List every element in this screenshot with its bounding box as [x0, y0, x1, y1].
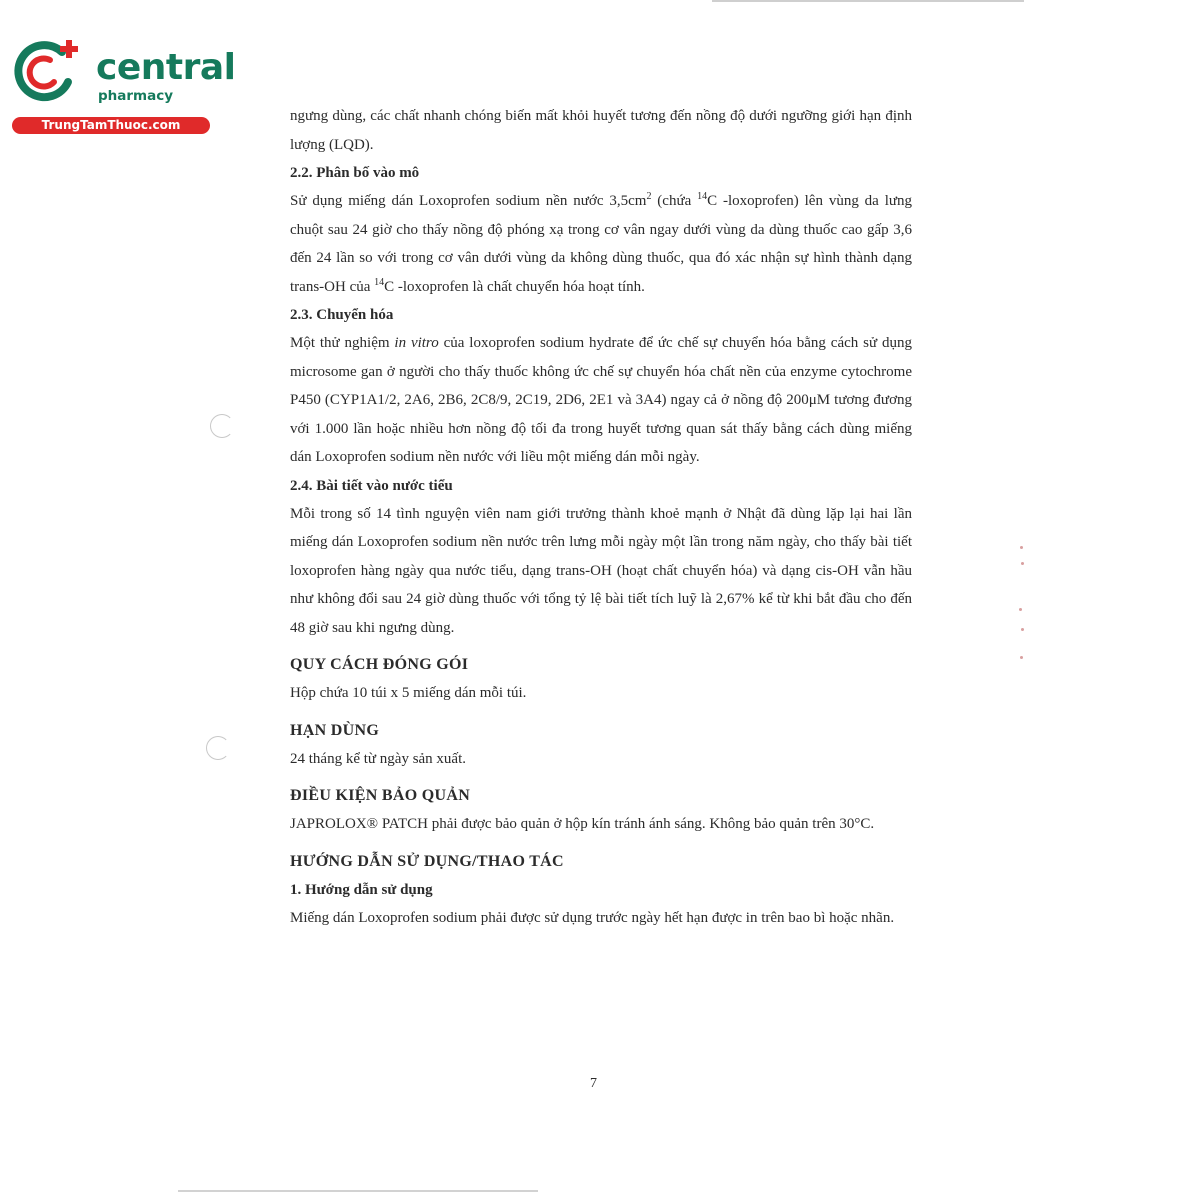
storage-heading: ĐIỀU KIỆN BẢO QUẢN [290, 787, 471, 804]
punch-hole-mark [210, 414, 234, 438]
scan-edge-bottom [178, 1190, 538, 1192]
document-body [290, 102, 912, 932]
intro-paragraph: ngưng dùng, các chất nhanh chóng biến mất khỏi huyết tương đến nồng độ dưới ngưỡng giới hạn định lượng (LQD). [290, 108, 912, 153]
scan-edge-top [712, 0, 1024, 2]
section-2-2-heading: 2.2. Phân bố vào mô [290, 165, 420, 181]
section-2-4-paragraph: Mỗi trong số 14 tình nguyện viên nam giới trưởng thành khoẻ mạnh ở Nhật đã dùng lặp lại hai lần miếng dán Loxoprofen sodium nền nước trên lưng mỗi ngày một lần trong năm ngày, cho thấy bài tiết loxoprofen hàng ngày qua nước tiểu, dạng trans-OH (hoạt chất chuyển hóa) và dạng cis-OH vẫn hầu như không đổi sau 24 giờ dùng thuốc với tổng tỷ lệ bài tiết tích luỹ là 2,67% kể từ khi bắt đầu cho đến 48 giờ sau khi ngưng dùng. [290, 505, 912, 636]
pharmacy-cross-icon [10, 38, 82, 104]
central-pharmacy-logo[interactable] [10, 38, 236, 136]
section-2-4-heading: 2.4. Bài tiết vào nước tiểu [290, 477, 453, 494]
expiry-text: 24 tháng kể từ ngày sản xuất. [290, 750, 467, 767]
section-2-3-heading: 2.3. Chuyển hóa [290, 307, 394, 323]
usage-text: Miếng dán Loxoprofen sodium phải được sử dụng trước ngày hết hạn được in trên bao bì hoặc nhãn. [290, 909, 895, 926]
page-number: 7 [590, 1076, 597, 1091]
scan-speck [1021, 628, 1024, 631]
scan-speck [1019, 608, 1022, 611]
logo-website-banner[interactable]: TrungTamThuoc.com [12, 117, 210, 134]
packaging-heading: QUY CÁCH ĐÓNG GÓI [290, 656, 469, 673]
usage-subheading: 1. Hướng dẫn sử dụng [290, 881, 433, 898]
section-2-2-paragraph: Sử dụng miếng dán Loxoprofen sodium nền nước $3,5cm^2$ (chứa $^{14}$C -loxoprofen) lên vùng da lưng chuột sau 24 giờ cho thấy nồng độ phóng xạ trong cơ vân ngay dưới vùng da dùng thuốc cao gấp 3,6 đến 24 lần so với trong cơ vân dưới vùng da không dùng thuốc, qua đó xác nhận sự hình thành dạng trans-OH của $^{14}$C -loxoprofen là chất chuyển hóa hoạt tính. [290, 191, 912, 295]
logo-subtitle: pharmacy [98, 88, 174, 104]
storage-text: JAPROLOX® PATCH phải được bảo quản ở hộp kín tránh ánh sáng. Không bảo quản trên 30°C. [290, 816, 875, 832]
scan-speck [1020, 656, 1023, 659]
punch-hole-mark [206, 736, 230, 760]
packaging-text: Hộp chứa 10 túi x 5 miếng dán mỗi túi. [290, 685, 527, 701]
scan-speck [1020, 546, 1023, 549]
section-2-3-paragraph: Một thử nghiệm in vitro của loxoprofen sodium hydrate để ức chế sự chuyển hóa bằng cách sử dụng microsome gan ở người cho thấy thuốc không ức chế sự chuyển hóa chất nền của enzyme cytochrome P450 (CYP1A1/2, 2A6, 2B6, 2C8/9, 2C19, 2D6, 2E1 và 3A4) ngay cả ở nồng độ 200μM tương đương với 1.000 lần hoặc nhiều hơn nồng độ tối đa trong huyết tương quan sát thấy bằng cách dùng miếng dán Loxoprofen sodium nền nước với liều một miếng dán mỗi ngày. [290, 335, 912, 465]
logo-brand-name: central [96, 47, 236, 88]
expiry-heading: HẠN DÙNG [290, 721, 380, 739]
usage-heading: HƯỚNG DẪN SỬ DỤNG/THAO TÁC [290, 852, 564, 870]
scan-speck [1021, 562, 1024, 565]
